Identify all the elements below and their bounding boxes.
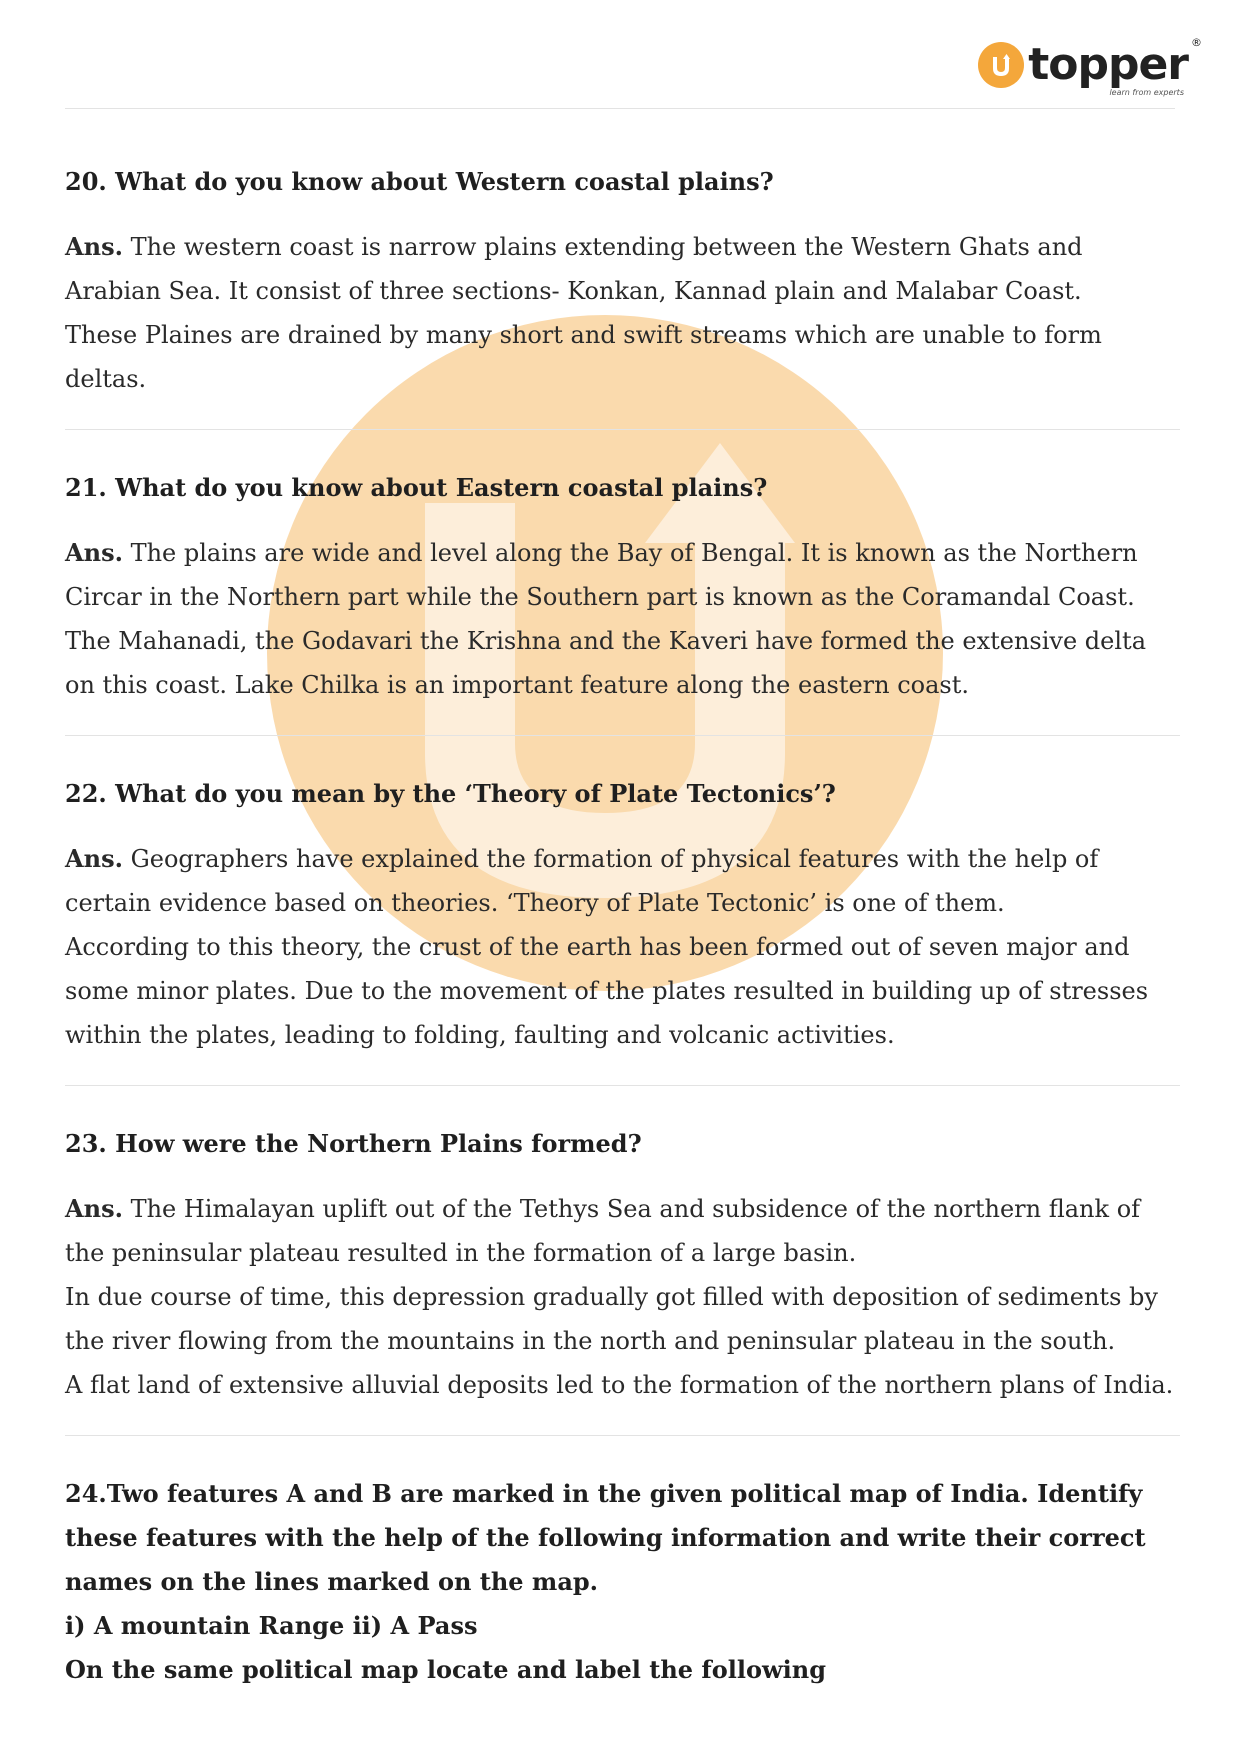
section-divider (65, 1085, 1180, 1086)
question-heading: 21. What do you know about Eastern coastal plains? (65, 473, 768, 502)
question-heading: 24.Two features A and B are marked in the given political map of India. Identify these features with the help of the following information and write their correct names on the lines marked on the map. (65, 1479, 1146, 1596)
answer-text (65, 531, 1180, 707)
question-heading: 20. What do you know about Western coastal plains? (65, 167, 774, 196)
topper-tagline: learn from experts (1109, 88, 1184, 97)
question-instruction: On the same political map locate and label the following (65, 1655, 826, 1684)
topper-wordmark: topper ® learn from experts (1028, 36, 1202, 97)
answer-text (65, 225, 1180, 401)
section-divider (65, 429, 1180, 430)
answer-line: A flat land of extensive alluvial deposits led to the formation of the northern plans of India. (65, 1371, 1174, 1399)
answer-line: The plains are wide and level along the Bay of Bengal. It is known as the Northern Circar in the Northern part while the Southern part is known as the Coramandal Coast. (65, 539, 1138, 611)
header-divider (65, 108, 1175, 109)
ans-label: Ans. (65, 538, 123, 567)
section-divider (65, 1435, 1180, 1436)
answer-line: According to this theory, the crust of the earth has been formed out of seven major and some minor plates. Due to the movement of the plates resulted in building up of stresses within the plates, leading to folding, faulting and volcanic activities. (65, 933, 1149, 1049)
answer-text (65, 1187, 1180, 1407)
section-divider (65, 735, 1180, 736)
ans-label: Ans. (65, 1194, 123, 1223)
qa-block-24 (65, 1462, 1180, 1692)
answer-line: In due course of time, this depression gradually got filled with deposition of sediments by the river flowing from the mountains in the north and peninsular plateau in the south. (65, 1283, 1158, 1355)
answer-text (65, 837, 1180, 1057)
qa-block-21 (65, 456, 1180, 707)
ans-label: Ans. (65, 844, 123, 873)
qa-block-23 (65, 1112, 1180, 1407)
answer-line: The western coast is narrow plains extending between the Western Ghats and Arabian Sea. It consist of three sections- Konkan, Kannad plain and Malabar Coast. (65, 233, 1083, 305)
question-heading: 23. How were the Northern Plains formed? (65, 1129, 642, 1158)
answer-line: These Plaines are drained by many short and swift streams which are unable to form deltas. (65, 321, 1102, 393)
qa-block-22 (65, 762, 1180, 1057)
document-body (65, 150, 1180, 1692)
question-heading: 22. What do you mean by the ‘Theory of Plate Tectonics’? (65, 779, 836, 808)
ans-label: Ans. (65, 232, 123, 261)
question-subparts: i) A mountain Range ii) A Pass (65, 1611, 478, 1640)
registered-mark: ® (1191, 36, 1202, 49)
answer-line: Geographers have explained the formation of physical features with the help of certain evidence based on theories. ‘Theory of Plate Tectonic’ is one of them. (65, 845, 1099, 917)
answer-line: The Himalayan uplift out of the Tethys Sea and subsidence of the northern flank of the peninsular plateau resulted in the formation of a large basin. (65, 1195, 1141, 1267)
topper-logo-circle-icon (978, 42, 1024, 88)
topper-logo (978, 36, 1202, 97)
answer-line: The Mahanadi, the Godavari the Krishna and the Kaveri have formed the extensive delta on this coast. Lake Chilka is an important feature along the eastern coast. (65, 627, 1146, 699)
qa-block-20 (65, 150, 1180, 401)
